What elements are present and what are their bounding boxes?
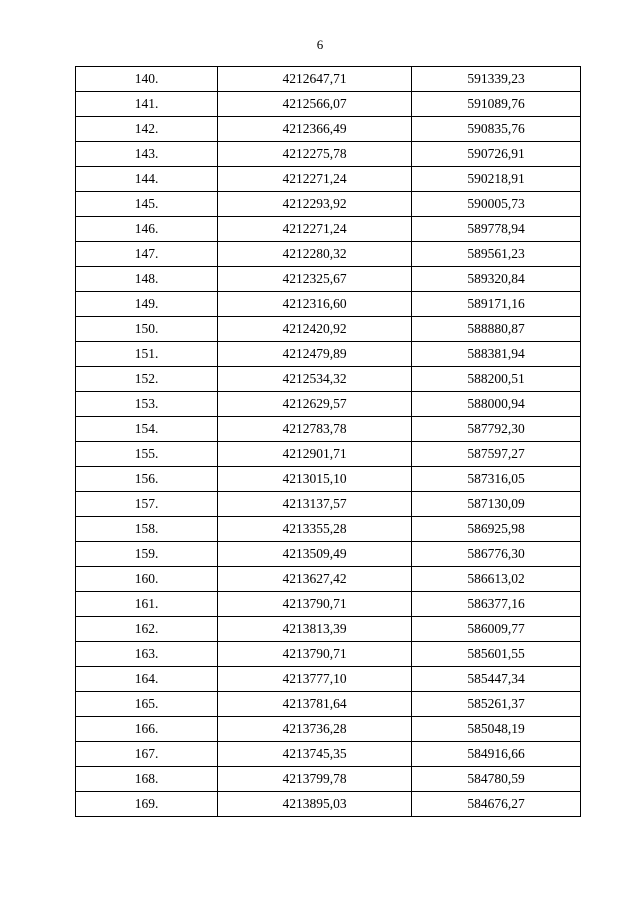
y-coordinate-cell: 589561,23 <box>412 242 581 267</box>
table-row <box>76 217 581 242</box>
y-coordinate-cell: 589778,94 <box>412 217 581 242</box>
y-coordinate-cell: 584780,59 <box>412 767 581 792</box>
point-number-cell: 160. <box>76 567 218 592</box>
point-number-cell: 152. <box>76 367 218 392</box>
y-coordinate-cell: 590726,91 <box>412 142 581 167</box>
table-row <box>76 92 581 117</box>
table-row <box>76 292 581 317</box>
x-coordinate-cell: 4212629,57 <box>218 392 412 417</box>
table-row <box>76 767 581 792</box>
y-coordinate-cell: 588381,94 <box>412 342 581 367</box>
y-coordinate-cell: 584676,27 <box>412 792 581 817</box>
x-coordinate-cell: 4212293,92 <box>218 192 412 217</box>
y-coordinate-cell: 590835,76 <box>412 117 581 142</box>
point-number-cell: 166. <box>76 717 218 742</box>
y-coordinate-cell: 586925,98 <box>412 517 581 542</box>
x-coordinate-cell: 4212420,92 <box>218 317 412 342</box>
y-coordinate-cell: 586776,30 <box>412 542 581 567</box>
x-coordinate-cell: 4212316,60 <box>218 292 412 317</box>
point-number-cell: 146. <box>76 217 218 242</box>
point-number-cell: 153. <box>76 392 218 417</box>
table-row <box>76 192 581 217</box>
x-coordinate-cell: 4212325,67 <box>218 267 412 292</box>
x-coordinate-cell: 4212783,78 <box>218 417 412 442</box>
point-number-cell: 151. <box>76 342 218 367</box>
y-coordinate-cell: 586009,77 <box>412 617 581 642</box>
table-row <box>76 342 581 367</box>
x-coordinate-cell: 4212901,71 <box>218 442 412 467</box>
point-number-cell: 147. <box>76 242 218 267</box>
y-coordinate-cell: 584916,66 <box>412 742 581 767</box>
point-number-cell: 143. <box>76 142 218 167</box>
y-coordinate-cell: 585601,55 <box>412 642 581 667</box>
x-coordinate-cell: 4213777,10 <box>218 667 412 692</box>
table-row <box>76 392 581 417</box>
point-number-cell: 155. <box>76 442 218 467</box>
x-coordinate-cell: 4213790,71 <box>218 642 412 667</box>
point-number-cell: 149. <box>76 292 218 317</box>
table-row <box>76 617 581 642</box>
x-coordinate-cell: 4212534,32 <box>218 367 412 392</box>
point-number-cell: 144. <box>76 167 218 192</box>
x-coordinate-cell: 4213790,71 <box>218 592 412 617</box>
point-number-cell: 154. <box>76 417 218 442</box>
point-number-cell: 167. <box>76 742 218 767</box>
table-row <box>76 267 581 292</box>
table-row <box>76 517 581 542</box>
table-row <box>76 242 581 267</box>
coordinates-table <box>75 66 581 817</box>
y-coordinate-cell: 586613,02 <box>412 567 581 592</box>
point-number-cell: 145. <box>76 192 218 217</box>
table-row <box>76 792 581 817</box>
y-coordinate-cell: 588200,51 <box>412 367 581 392</box>
x-coordinate-cell: 4212280,32 <box>218 242 412 267</box>
point-number-cell: 169. <box>76 792 218 817</box>
y-coordinate-cell: 585447,34 <box>412 667 581 692</box>
x-coordinate-cell: 4212275,78 <box>218 142 412 167</box>
table-row <box>76 442 581 467</box>
x-coordinate-cell: 4213813,39 <box>218 617 412 642</box>
table-row <box>76 542 581 567</box>
point-number-cell: 162. <box>76 617 218 642</box>
table-row <box>76 717 581 742</box>
y-coordinate-cell: 589320,84 <box>412 267 581 292</box>
x-coordinate-cell: 4213745,35 <box>218 742 412 767</box>
table-row <box>76 167 581 192</box>
table-row <box>76 367 581 392</box>
table-row <box>76 317 581 342</box>
x-coordinate-cell: 4213015,10 <box>218 467 412 492</box>
x-coordinate-cell: 4212271,24 <box>218 167 412 192</box>
y-coordinate-cell: 587597,27 <box>412 442 581 467</box>
y-coordinate-cell: 585048,19 <box>412 717 581 742</box>
y-coordinate-cell: 591339,23 <box>412 67 581 92</box>
x-coordinate-cell: 4213137,57 <box>218 492 412 517</box>
page-number: 6 <box>316 37 324 52</box>
x-coordinate-cell: 4212647,71 <box>218 67 412 92</box>
x-coordinate-cell: 4212366,49 <box>218 117 412 142</box>
y-coordinate-cell: 590005,73 <box>412 192 581 217</box>
point-number-cell: 141. <box>76 92 218 117</box>
table-row <box>76 142 581 167</box>
x-coordinate-cell: 4213736,28 <box>218 717 412 742</box>
table-row <box>76 667 581 692</box>
y-coordinate-cell: 585261,37 <box>412 692 581 717</box>
x-coordinate-cell: 4213895,03 <box>218 792 412 817</box>
y-coordinate-cell: 587316,05 <box>412 467 581 492</box>
point-number-cell: 168. <box>76 767 218 792</box>
table-row <box>76 642 581 667</box>
y-coordinate-cell: 586377,16 <box>412 592 581 617</box>
point-number-cell: 140. <box>76 67 218 92</box>
y-coordinate-cell: 587792,30 <box>412 417 581 442</box>
point-number-cell: 158. <box>76 517 218 542</box>
point-number-cell: 156. <box>76 467 218 492</box>
x-coordinate-cell: 4213355,28 <box>218 517 412 542</box>
point-number-cell: 150. <box>76 317 218 342</box>
point-number-cell: 142. <box>76 117 218 142</box>
y-coordinate-cell: 587130,09 <box>412 492 581 517</box>
point-number-cell: 164. <box>76 667 218 692</box>
y-coordinate-cell: 589171,16 <box>412 292 581 317</box>
x-coordinate-cell: 4212271,24 <box>218 217 412 242</box>
point-number-cell: 157. <box>76 492 218 517</box>
x-coordinate-cell: 4213627,42 <box>218 567 412 592</box>
y-coordinate-cell: 590218,91 <box>412 167 581 192</box>
point-number-cell: 148. <box>76 267 218 292</box>
y-coordinate-cell: 588000,94 <box>412 392 581 417</box>
x-coordinate-cell: 4213799,78 <box>218 767 412 792</box>
point-number-cell: 165. <box>76 692 218 717</box>
y-coordinate-cell: 591089,76 <box>412 92 581 117</box>
x-coordinate-cell: 4213781,64 <box>218 692 412 717</box>
table-row <box>76 417 581 442</box>
coordinates-table-body <box>76 67 581 817</box>
x-coordinate-cell: 4212479,89 <box>218 342 412 367</box>
point-number-cell: 163. <box>76 642 218 667</box>
y-coordinate-cell: 588880,87 <box>412 317 581 342</box>
table-row <box>76 467 581 492</box>
point-number-cell: 159. <box>76 542 218 567</box>
table-row <box>76 67 581 92</box>
table-row <box>76 492 581 517</box>
x-coordinate-cell: 4212566,07 <box>218 92 412 117</box>
table-row <box>76 117 581 142</box>
table-row <box>76 692 581 717</box>
table-row <box>76 742 581 767</box>
x-coordinate-cell: 4213509,49 <box>218 542 412 567</box>
point-number-cell: 161. <box>76 592 218 617</box>
table-row <box>76 592 581 617</box>
table-row <box>76 567 581 592</box>
